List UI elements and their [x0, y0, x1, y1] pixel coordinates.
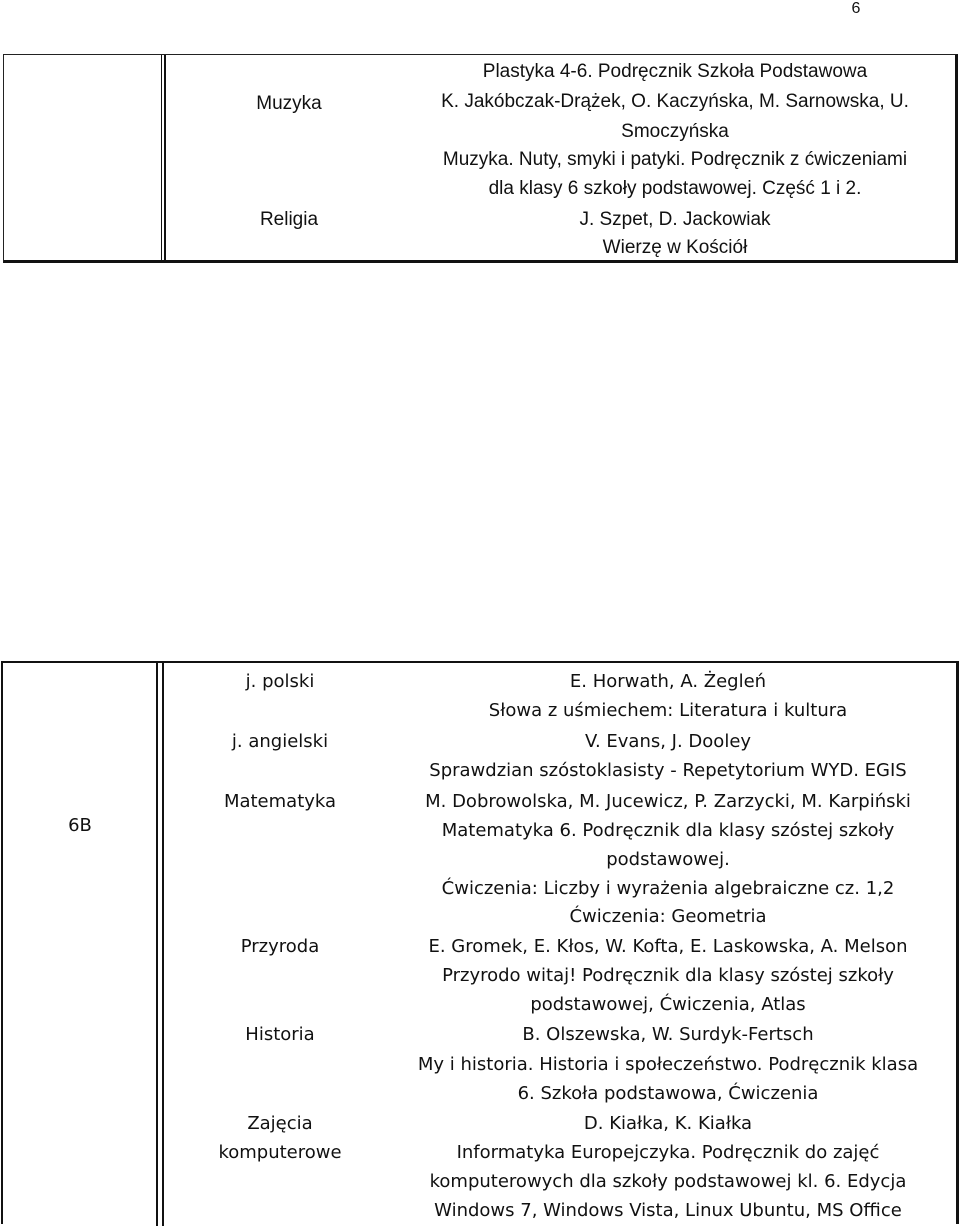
book-line: Przyrodo witaj! Podręcznik dla klasy szóstej szkoły: [442, 965, 894, 986]
book-line: Ćwiczenia: Liczby i wyrażenia algebraiczne cz. 1,2: [441, 878, 895, 899]
book-line: podstawowej.: [606, 849, 730, 870]
book-line: M. Dobrowolska, M. Jucewicz, P. Zarzycki, M. Karpiński: [425, 791, 911, 812]
subject-przyroda: Przyroda: [240, 936, 320, 957]
subject-matematyka: Matematyka: [223, 791, 337, 812]
subject-zajecia: Zajęcia: [247, 1113, 313, 1134]
book-line: Muzyka. Nuty, smyki i patyki. Podręcznik z ćwiczeniami: [442, 149, 908, 170]
book-line: K. Jakóbczak-Drążek, O. Kaczyńska, M. Sarnowska, U.: [441, 91, 909, 112]
book-line: Windows 7, Windows Vista, Linux Ubuntu, MS Office: [434, 1200, 902, 1221]
book-line: My i historia. Historia i społeczeństwo. Podręcznik klasa: [417, 1054, 919, 1075]
book-line: E. Gromek, E. Kłos, W. Kofta, E. Laskowska, A. Melson: [428, 936, 908, 957]
book-line: podstawowej, Ćwiczenia, Atlas: [530, 994, 806, 1015]
book-line: Plastyka 4-6. Podręcznik Szkoła Podstawowa: [482, 61, 868, 82]
book-line: dla klasy 6 szkoły podstawowej. Część 1 i 2.: [488, 178, 862, 199]
column-divider: [164, 55, 166, 261]
book-line: D. Kiałka, K. Kiałka: [583, 1113, 753, 1134]
book-line: 6. Szkoła podstawowa, Ćwiczenia: [517, 1083, 819, 1104]
column-divider: [161, 55, 162, 261]
subject-angielski: j. angielski: [231, 731, 329, 752]
book-line: Ćwiczenia: Geometria: [569, 906, 767, 927]
subject-polski: j. polski: [245, 671, 315, 692]
book-line: B. Olszewska, W. Surdyk-Fertsch: [522, 1024, 814, 1045]
page-number: 6: [851, 0, 861, 17]
book-line: Sprawdzian szóstoklasisty - Repetytorium WYD. EGIS: [429, 760, 907, 781]
book-line: Słowa z uśmiechem: Literatura i kultura: [488, 700, 848, 721]
subject-religia: Religia: [259, 209, 319, 230]
book-line: Wierzę w Kościół: [602, 237, 748, 258]
column-divider: [162, 663, 164, 1226]
subject-historia: Historia: [245, 1024, 315, 1045]
subject-komputerowe: komputerowe: [218, 1142, 342, 1163]
book-line: komputerowych dla szkoły podstawowej kl. 6. Edycja: [429, 1171, 907, 1192]
book-line: Informatyka Europejczyka. Podręcznik do zajęć: [456, 1142, 880, 1163]
book-line: E. Horwath, A. Żegleń: [569, 671, 767, 692]
class-label: 6B: [68, 815, 92, 836]
book-line: Smoczyńska: [621, 121, 729, 142]
book-line: J. Szpet, D. Jackowiak: [579, 209, 771, 230]
book-line: Matematyka 6. Podręcznik dla klasy szóstej szkoły: [441, 820, 895, 841]
subject-muzyka: Muzyka: [256, 93, 322, 114]
column-divider: [156, 663, 158, 1226]
book-line: V. Evans, J. Dooley: [584, 731, 752, 752]
